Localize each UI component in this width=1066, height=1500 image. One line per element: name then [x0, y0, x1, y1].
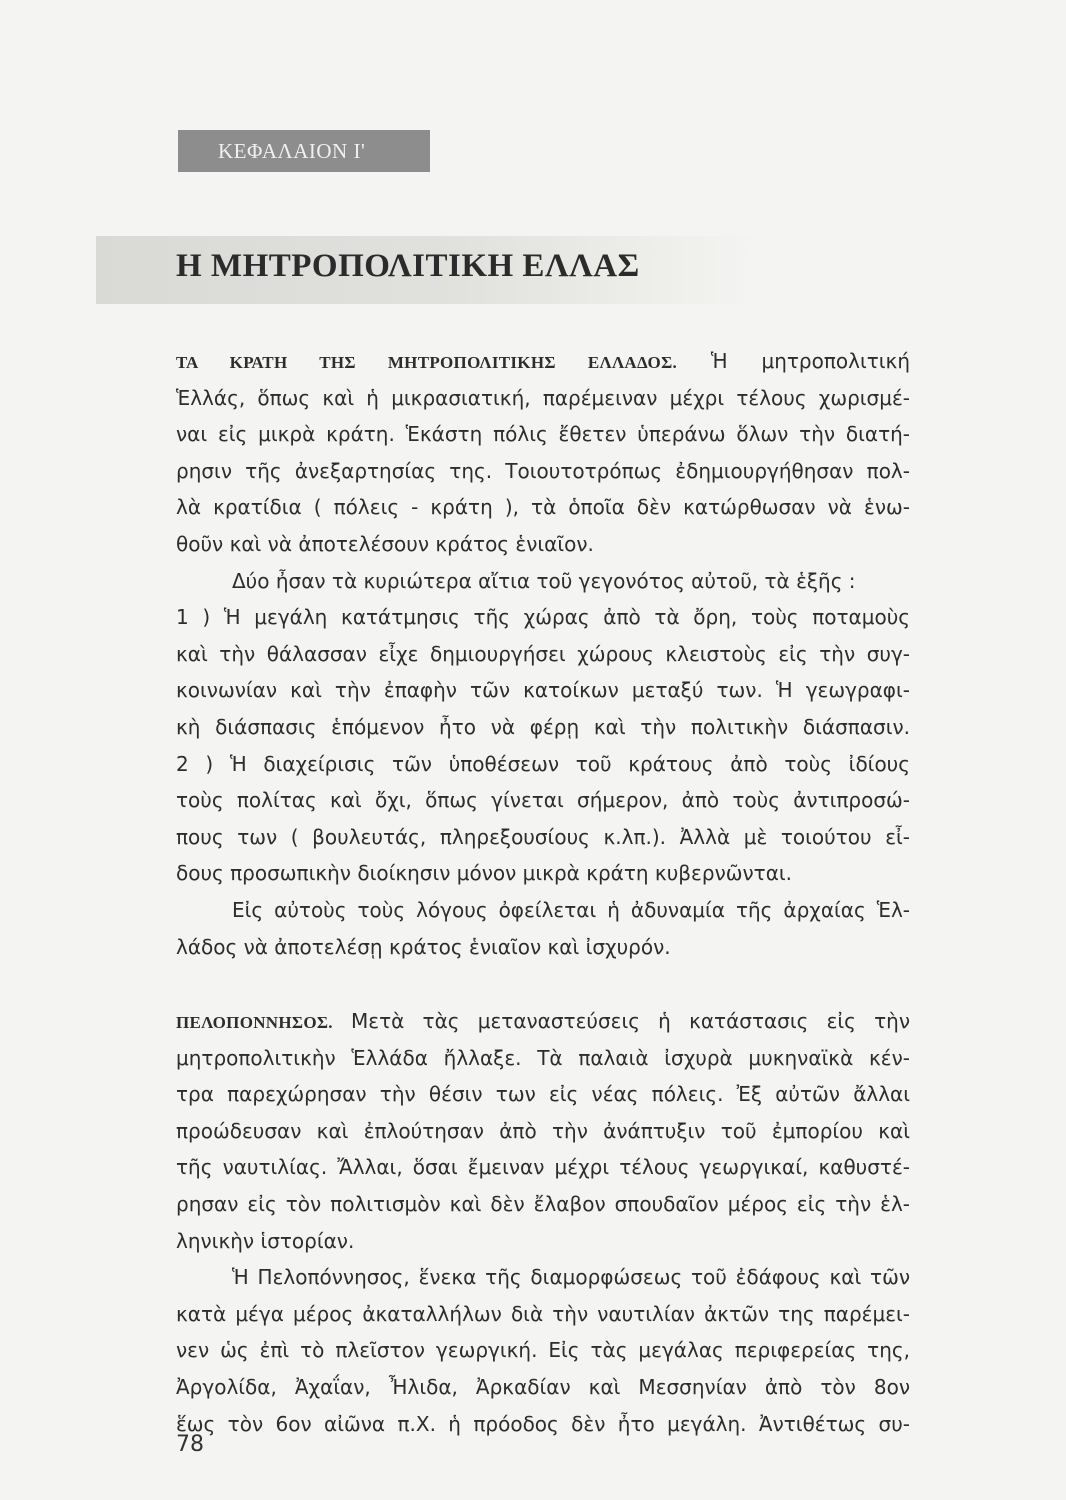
paragraph-line: τρα παρεχώρησαν τὴν θέσιν των εἰς νέας πόλεις. Ἐξ αὐτῶν ἄλλαι: [176, 1082, 910, 1107]
section-heading-peloponnese: ΠΕΛΟΠΟΝΝΗΣΟΣ.: [176, 1013, 333, 1033]
chapter-title: Η ΜΗΤΡΟΠΟΛΙΤΙΚΗ ΕΛΛΑΣ: [176, 248, 640, 284]
paragraph-line: ληνικὴν ἱστορίαν.: [176, 1228, 355, 1253]
paragraph-line: δους προσωπικὴν διοίκησιν μόνον μικρὰ κράτη κυβερνῶνται.: [176, 861, 793, 886]
paragraph-line: Δύο ἦσαν τὰ κυριώτερα αἴτια τοῦ γεγονότος αὐτοῦ, τὰ ἑξῆς :: [232, 568, 856, 593]
paragraph-line: καὶ τὴν θάλασσαν εἶχε δημιουργήσει χώρους κλειστοὺς εἰς τὴν συγ-: [176, 641, 910, 666]
paragraph-line: Ἑλλάς, ὅπως καὶ ἡ μικρασιατική, παρέμειναν μέχρι τέλους χωρισμέ-: [176, 385, 910, 410]
section-gap: [176, 965, 910, 1003]
paragraph-line: λὰ κρατίδια ( πόλεις - κράτη ), τὰ ὁποῖα δὲν κατώρθωσαν νὰ ἑνω-: [176, 495, 910, 520]
paragraph-line: τῆς ναυτιλίας. Ἄλλαι, ὅσαι ἔμειναν μέχρι τέλους γεωργικαί, καθυστέ-: [176, 1155, 910, 1180]
chapter-label: ΚΕΦΑΛΑΙΟΝ Ι': [178, 130, 430, 172]
paragraph-line: ναι εἰς μικρὰ κράτη. Ἑκάστη πόλις ἔθετεν ὑπεράνω ὅλων τὴν διατή-: [176, 422, 910, 447]
paragraph-line: Ἀργολίδα, Ἀχαΐαν, Ἦλιδα, Ἀρκαδίαν καὶ Μεσσηνίαν ἀπὸ τὸν 8ον: [176, 1375, 910, 1400]
paragraph-line: κατὰ μέγα μέρος ἀκαταλλήλων διὰ τὴν ναυτιλίαν ἀκτῶν της παρέμει-: [176, 1301, 910, 1326]
paragraph-line: 2 ) Ἡ διαχείρισις τῶν ὑποθέσεων τοῦ κράτους ἀπὸ τοὺς ἰδίους: [176, 751, 910, 776]
page-number: 78: [176, 1432, 204, 1457]
body-text: [176, 343, 910, 1442]
paragraph-line: ΠΕΛΟΠΟΝΝΗΣΟΣ. Μετὰ τὰς μεταναστεύσεις ἡ κατάστασις εἰς τὴν: [176, 1009, 911, 1034]
paragraph-line: ρησαν εἰς τὸν πολιτισμὸν καὶ δὲν ἔλαβον σπουδαῖον μέρος εἰς τὴν ἑλ-: [176, 1192, 910, 1217]
paragraph-line: μητροπολιτικὴν Ἑλλάδα ἤλλαξε. Τὰ παλαιὰ ἰσχυρὰ μυκηναϊκὰ κέν-: [176, 1045, 910, 1070]
paragraph-line: πους των ( βουλευτάς, πληρεξουσίους κ.λπ.). Ἀλλὰ μὲ τοιούτου εἶ-: [176, 824, 910, 849]
paragraph-line: 1 ) Ἡ μεγάλη κατάτμησις τῆς χώρας ἀπὸ τὰ ὄρη, τοὺς ποταμοὺς: [176, 605, 910, 630]
paragraph-line: Ἡ Πελοπόννησος, ἕνεκα τῆς διαμορφώσεως τοῦ ἐδάφους καὶ τῶν: [232, 1265, 910, 1290]
paragraph-line: ρησιν τῆς ἀνεξαρτησίας της. Τοιουτοτρόπως ἐδημιουργήθησαν πολ-: [176, 458, 910, 483]
section-heading-states: ΤΑ ΚΡΑΤΗ ΤΗΣ ΜΗΤΡΟΠΟΛΙΤΙΚΗΣ ΕΛΛΑΔΟΣ.: [176, 353, 678, 372]
paragraph-line: ΤΑ ΚΡΑΤΗ ΤΗΣ ΜΗΤΡΟΠΟΛΙΤΙΚΗΣ ΕΛΛΑΔΟΣ. Ἡ μητροπολιτική: [176, 349, 910, 373]
paragraph-line: ἕως τὸν 6ον αἰῶνα π.Χ. ἡ πρόοδος δὲν ἦτο μεγάλη. Ἀντιθέτως συ-: [176, 1411, 910, 1436]
paragraph-line: προώδευσαν καὶ ἐπλούτησαν ἀπὸ τὴν ἀνάπτυξιν τοῦ ἐμπορίου καὶ: [176, 1118, 910, 1143]
paragraph-line: κὴ διάσπασις ἑπόμενον ἦτο νὰ φέρῃ καὶ τὴν πολιτικὴν διάσπασιν.: [176, 714, 910, 739]
paragraph-line: Εἰς αὐτοὺς τοὺς λόγους ὀφείλεται ἡ ἀδυναμία τῆς ἀρχαίας Ἑλ-: [232, 897, 910, 922]
paragraph-line: θοῦν καὶ νὰ ἀποτελέσουν κράτος ἑνιαῖον.: [176, 531, 594, 556]
paragraph-line: κοινωνίαν καὶ τὴν ἐπαφὴν τῶν κατοίκων μεταξύ των. Ἡ γεωγραφι-: [176, 678, 910, 703]
paragraph-line: νεν ὡς ἐπὶ τὸ πλεῖστον γεωργική. Εἰς τὰς μεγάλας περιφερείας της,: [176, 1338, 910, 1363]
paragraph-line: τοὺς πολίτας καὶ ὄχι, ὅπως γίνεται σήμερον, ἀπὸ τοὺς ἀντιπροσώ-: [176, 788, 910, 813]
paragraph-line: λάδος νὰ ἀποτελέσῃ κράτος ἑνιαῖον καὶ ἰσχυρόν.: [176, 934, 671, 959]
